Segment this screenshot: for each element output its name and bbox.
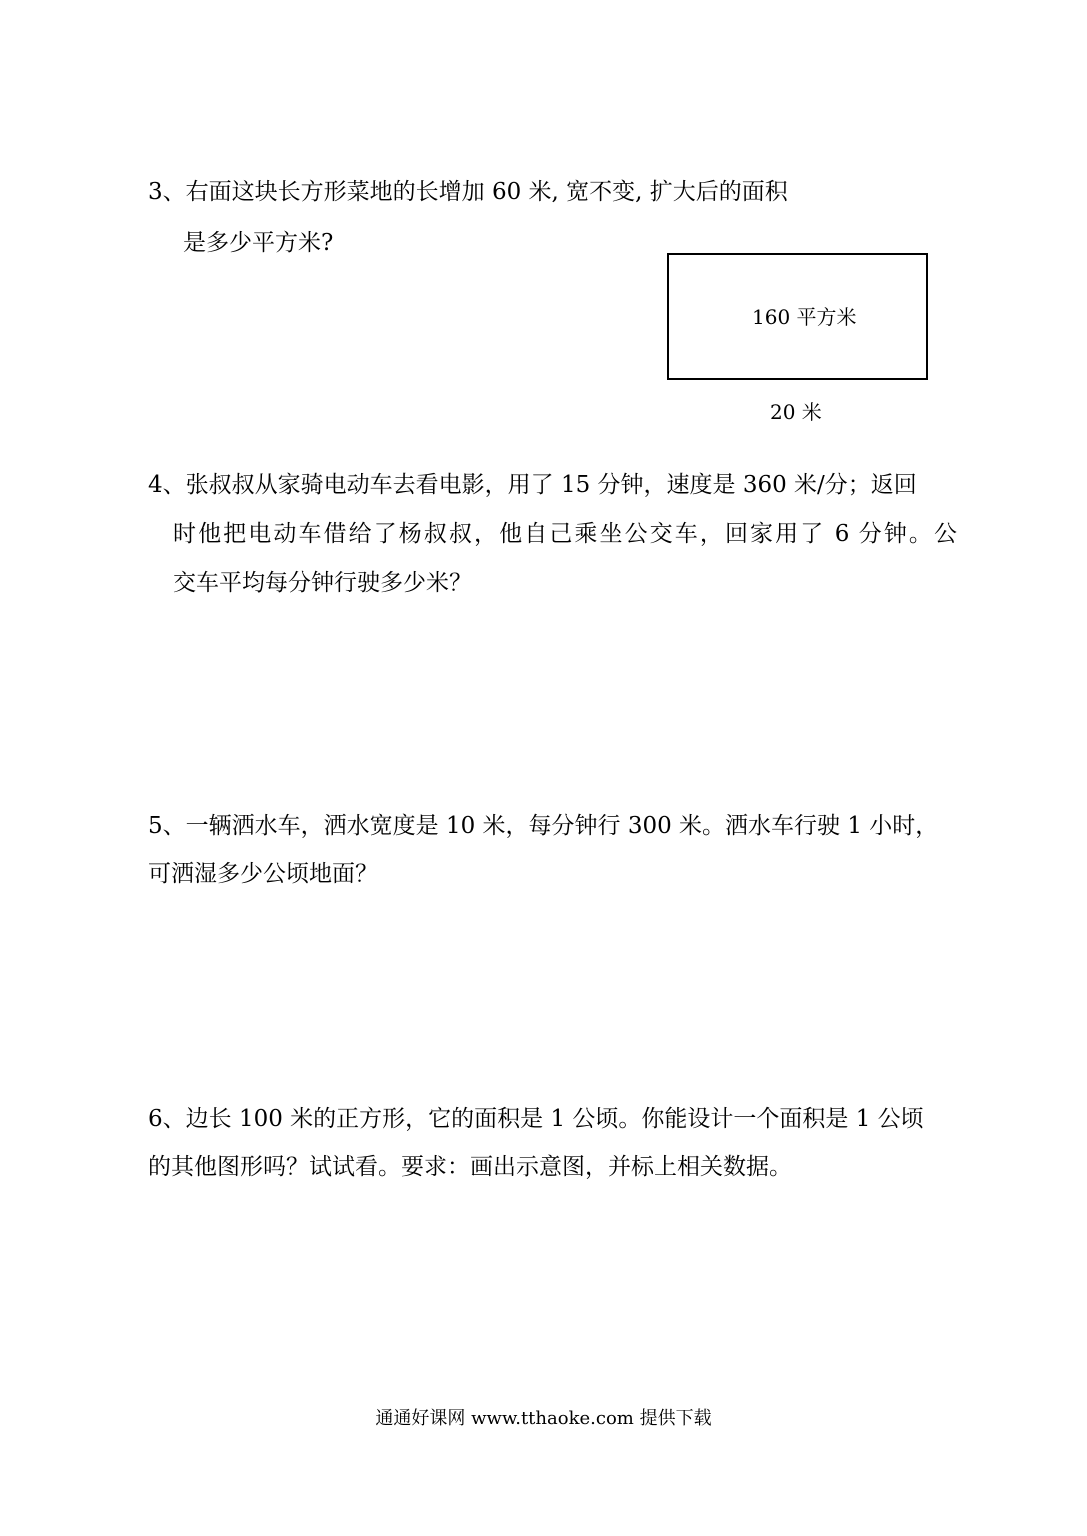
q5-line-2: 可洒湿多少公顷地面？ <box>148 861 378 887</box>
q3-line-2: 是多少平方米? <box>183 230 334 256</box>
q4-line-2: 时他把电动车借给了杨叔叔，他自己乘坐公交车，回家用了 6 分钟。公 <box>173 521 957 547</box>
q5-line-1: 5、一辆洒水车，洒水宽度是 10 米，每分钟行 300 米。洒水车行驶 1 小时， <box>148 813 939 839</box>
q6-line-1: 6、边长 100 米的正方形，它的面积是 1 公顷。你能设计一个面积是 1 公顷 <box>148 1106 924 1132</box>
rectangle-area-label: 160 平方米 <box>752 305 857 329</box>
q4-line-1: 4、张叔叔从家骑电动车去看电影，用了 15 分钟，速度是 360 米/分；返回 <box>148 472 917 498</box>
q6-line-2: 的其他图形吗？试试看。要求：画出示意图，并标上相关数据。 <box>148 1154 792 1180</box>
q3-line-1: 3、右面这块长方形菜地的长增加 60 米, 宽不变, 扩大后的面积 <box>148 179 788 205</box>
q4-line-3: 交车平均每分钟行驶多少米？ <box>173 570 472 596</box>
footer-credit: 通通好课网 www.tthaoke.com 提供下载 <box>375 1408 712 1429</box>
rectangle-width-label: 20 米 <box>770 400 822 424</box>
